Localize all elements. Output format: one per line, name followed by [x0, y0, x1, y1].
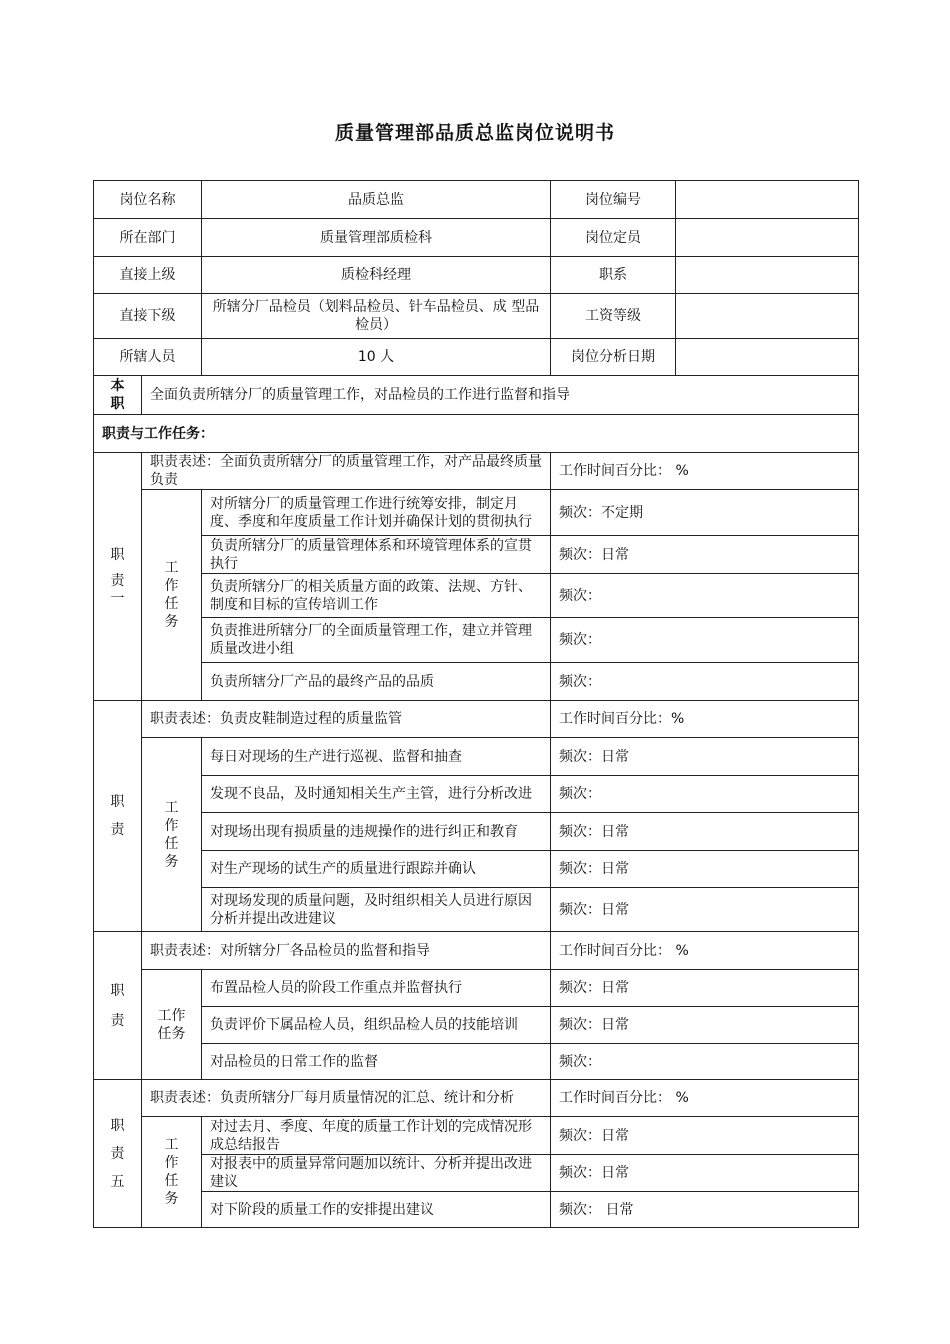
duty1-time-pct: 工作时间百分比： % [551, 453, 859, 490]
label-superior: 直接上级 [94, 257, 202, 294]
duty4-time-pct: 工作时间百分比： % [551, 1080, 859, 1117]
value-headcount [676, 219, 859, 257]
duty3-freq-2: 频次：日常 [551, 1007, 859, 1044]
duty3-freq-1: 频次：日常 [551, 970, 859, 1007]
duty1-task-3: 负责所辖分厂的相关质量方面的政策、法规、方针、制度和目标的宣传培训工作 [202, 574, 551, 618]
table-row [94, 813, 859, 851]
table-row [94, 1117, 859, 1155]
duty2-freq-1: 频次：日常 [551, 738, 859, 776]
duty2-desc-row [94, 701, 859, 738]
duty2-freq-3: 频次：日常 [551, 813, 859, 851]
table-row [94, 1044, 859, 1080]
label-analysis-date: 岗位分析日期 [551, 339, 676, 376]
duty4-freq-3: 频次： 日常 [551, 1192, 859, 1228]
duty4-freq-2: 频次：日常 [551, 1155, 859, 1192]
value-superior: 质检科经理 [202, 257, 551, 294]
core-duty-text: 全面负责所辖分厂的质量管理工作，对品检员的工作进行监督和指导 [142, 376, 859, 415]
info-row-staff [94, 339, 859, 376]
duty3-time-pct: 工作时间百分比： % [551, 932, 859, 970]
duty1-freq-5: 频次： [551, 663, 859, 701]
table-row [94, 618, 859, 663]
info-row-superior [94, 257, 859, 294]
section-title-row [94, 415, 859, 453]
value-job-family [676, 257, 859, 294]
value-department: 质量管理部质检科 [202, 219, 551, 257]
duty1-freq-1: 频次：不定期 [551, 490, 859, 536]
table-row [94, 970, 859, 1007]
duty2-task-3: 对现场出现有损质量的违规操作的进行纠正和教育 [202, 813, 551, 851]
duty2-description: 职责表述：负责皮鞋制造过程的质量监管 [142, 701, 551, 738]
duty2-label: 职 责 [94, 701, 142, 932]
table-row [94, 1192, 859, 1228]
duty4-task-1: 对过去月、季度、年度的质量工作计划的完成情况形成总结报告 [202, 1117, 551, 1155]
duty3-freq-3: 频次： [551, 1044, 859, 1080]
duty4-task-3: 对下阶段的质量工作的安排提出建议 [202, 1192, 551, 1228]
core-duty-label: 本 职 [94, 376, 142, 415]
label-job-family: 职系 [551, 257, 676, 294]
value-analysis-date [676, 339, 859, 376]
duty3-desc-row [94, 932, 859, 970]
value-position-code [676, 181, 859, 219]
duty4-freq-1: 频次：日常 [551, 1117, 859, 1155]
duty1-task-5: 负责所辖分厂产品的最终产品的品质 [202, 663, 551, 701]
duty3-task-label: 工作 任务 [142, 970, 202, 1080]
duty4-description: 职责表述：负责所辖分厂每月质量情况的汇总、统计和分析 [142, 1080, 551, 1117]
table-row [94, 851, 859, 888]
label-position-name: 岗位名称 [94, 181, 202, 219]
label-headcount: 岗位定员 [551, 219, 676, 257]
duty1-freq-4: 频次： [551, 618, 859, 663]
duty3-task-1: 布置品检人员的阶段工作重点并监督执行 [202, 970, 551, 1007]
value-staff: 10 人 [202, 339, 551, 376]
duty4-task-2: 对报表中的质量异常问题加以统计、分析并提出改进建议 [202, 1155, 551, 1192]
info-row-department [94, 219, 859, 257]
duty2-freq-2: 频次： [551, 776, 859, 813]
duty1-label: 职 责 一 [94, 453, 142, 701]
info-row-position-name [94, 181, 859, 219]
duty4-desc-row [94, 1080, 859, 1117]
duty3-description: 职责表述：对所辖分厂各品检员的监督和指导 [142, 932, 551, 970]
duty1-description: 职责表述：全面负责所辖分厂的质量管理工作，对产品最终质量负责 [142, 453, 551, 490]
section-title: 职责与工作任务： [94, 415, 859, 453]
duty4-task-label: 工 作 任 务 [142, 1117, 202, 1228]
duty2-time-pct: 工作时间百分比：% [551, 701, 859, 738]
table-row [94, 663, 859, 701]
duty1-freq-3: 频次： [551, 574, 859, 618]
duty1-freq-2: 频次：日常 [551, 536, 859, 574]
duty1-task-4: 负责推进所辖分厂的全面质量管理工作，建立并管理质量改进小组 [202, 618, 551, 663]
duty1-desc-row [94, 453, 859, 490]
info-row-subordinates [94, 294, 859, 339]
duty2-task-5: 对现场发现的质量问题，及时组织相关人员进行原因分析并提出改进建议 [202, 888, 551, 932]
label-position-code: 岗位编号 [551, 181, 676, 219]
table-row [94, 888, 859, 932]
core-duty-row [94, 376, 859, 415]
duty4-label: 职 责 五 [94, 1080, 142, 1228]
value-position-name: 品质总监 [202, 181, 551, 219]
duty2-task-1: 每日对现场的生产进行巡视、监督和抽查 [202, 738, 551, 776]
duty3-task-3: 对品检员的日常工作的监督 [202, 1044, 551, 1080]
value-salary-grade [676, 294, 859, 339]
value-subordinates: 所辖分厂品检员（划料品检员、针车品检员、成 型品检员） [202, 294, 551, 339]
job-description-table [93, 180, 859, 1228]
duty1-task-2: 负责所辖分厂的质量管理体系和环境管理体系的宣贯执行 [202, 536, 551, 574]
table-row [94, 738, 859, 776]
duty1-task-1: 对所辖分厂的质量管理工作进行统筹安排，制定月度、季度和年度质量工作计划并确保计划的贯彻执行 [202, 490, 551, 536]
label-salary-grade: 工资等级 [551, 294, 676, 339]
table-row [94, 574, 859, 618]
duty2-freq-5: 频次：日常 [551, 888, 859, 932]
table-row [94, 490, 859, 536]
table-row [94, 776, 859, 813]
duty3-label: 职 责 [94, 932, 142, 1080]
label-staff: 所辖人员 [94, 339, 202, 376]
duty1-task-label: 工 作 任 务 [142, 490, 202, 701]
label-department: 所在部门 [94, 219, 202, 257]
table-row [94, 1007, 859, 1044]
duty2-task-4: 对生产现场的试生产的质量进行跟踪并确认 [202, 851, 551, 888]
document-title: 质量管理部品质总监岗位说明书 [334, 122, 615, 144]
table-row [94, 1155, 859, 1192]
duty2-task-2: 发现不良品，及时通知相关生产主管，进行分析改进 [202, 776, 551, 813]
table-row [94, 536, 859, 574]
label-subordinates: 直接下级 [94, 294, 202, 339]
duty2-freq-4: 频次：日常 [551, 851, 859, 888]
duty2-task-label: 工 作 任 务 [142, 738, 202, 932]
duty3-task-2: 负责评价下属品检人员，组织品检人员的技能培训 [202, 1007, 551, 1044]
